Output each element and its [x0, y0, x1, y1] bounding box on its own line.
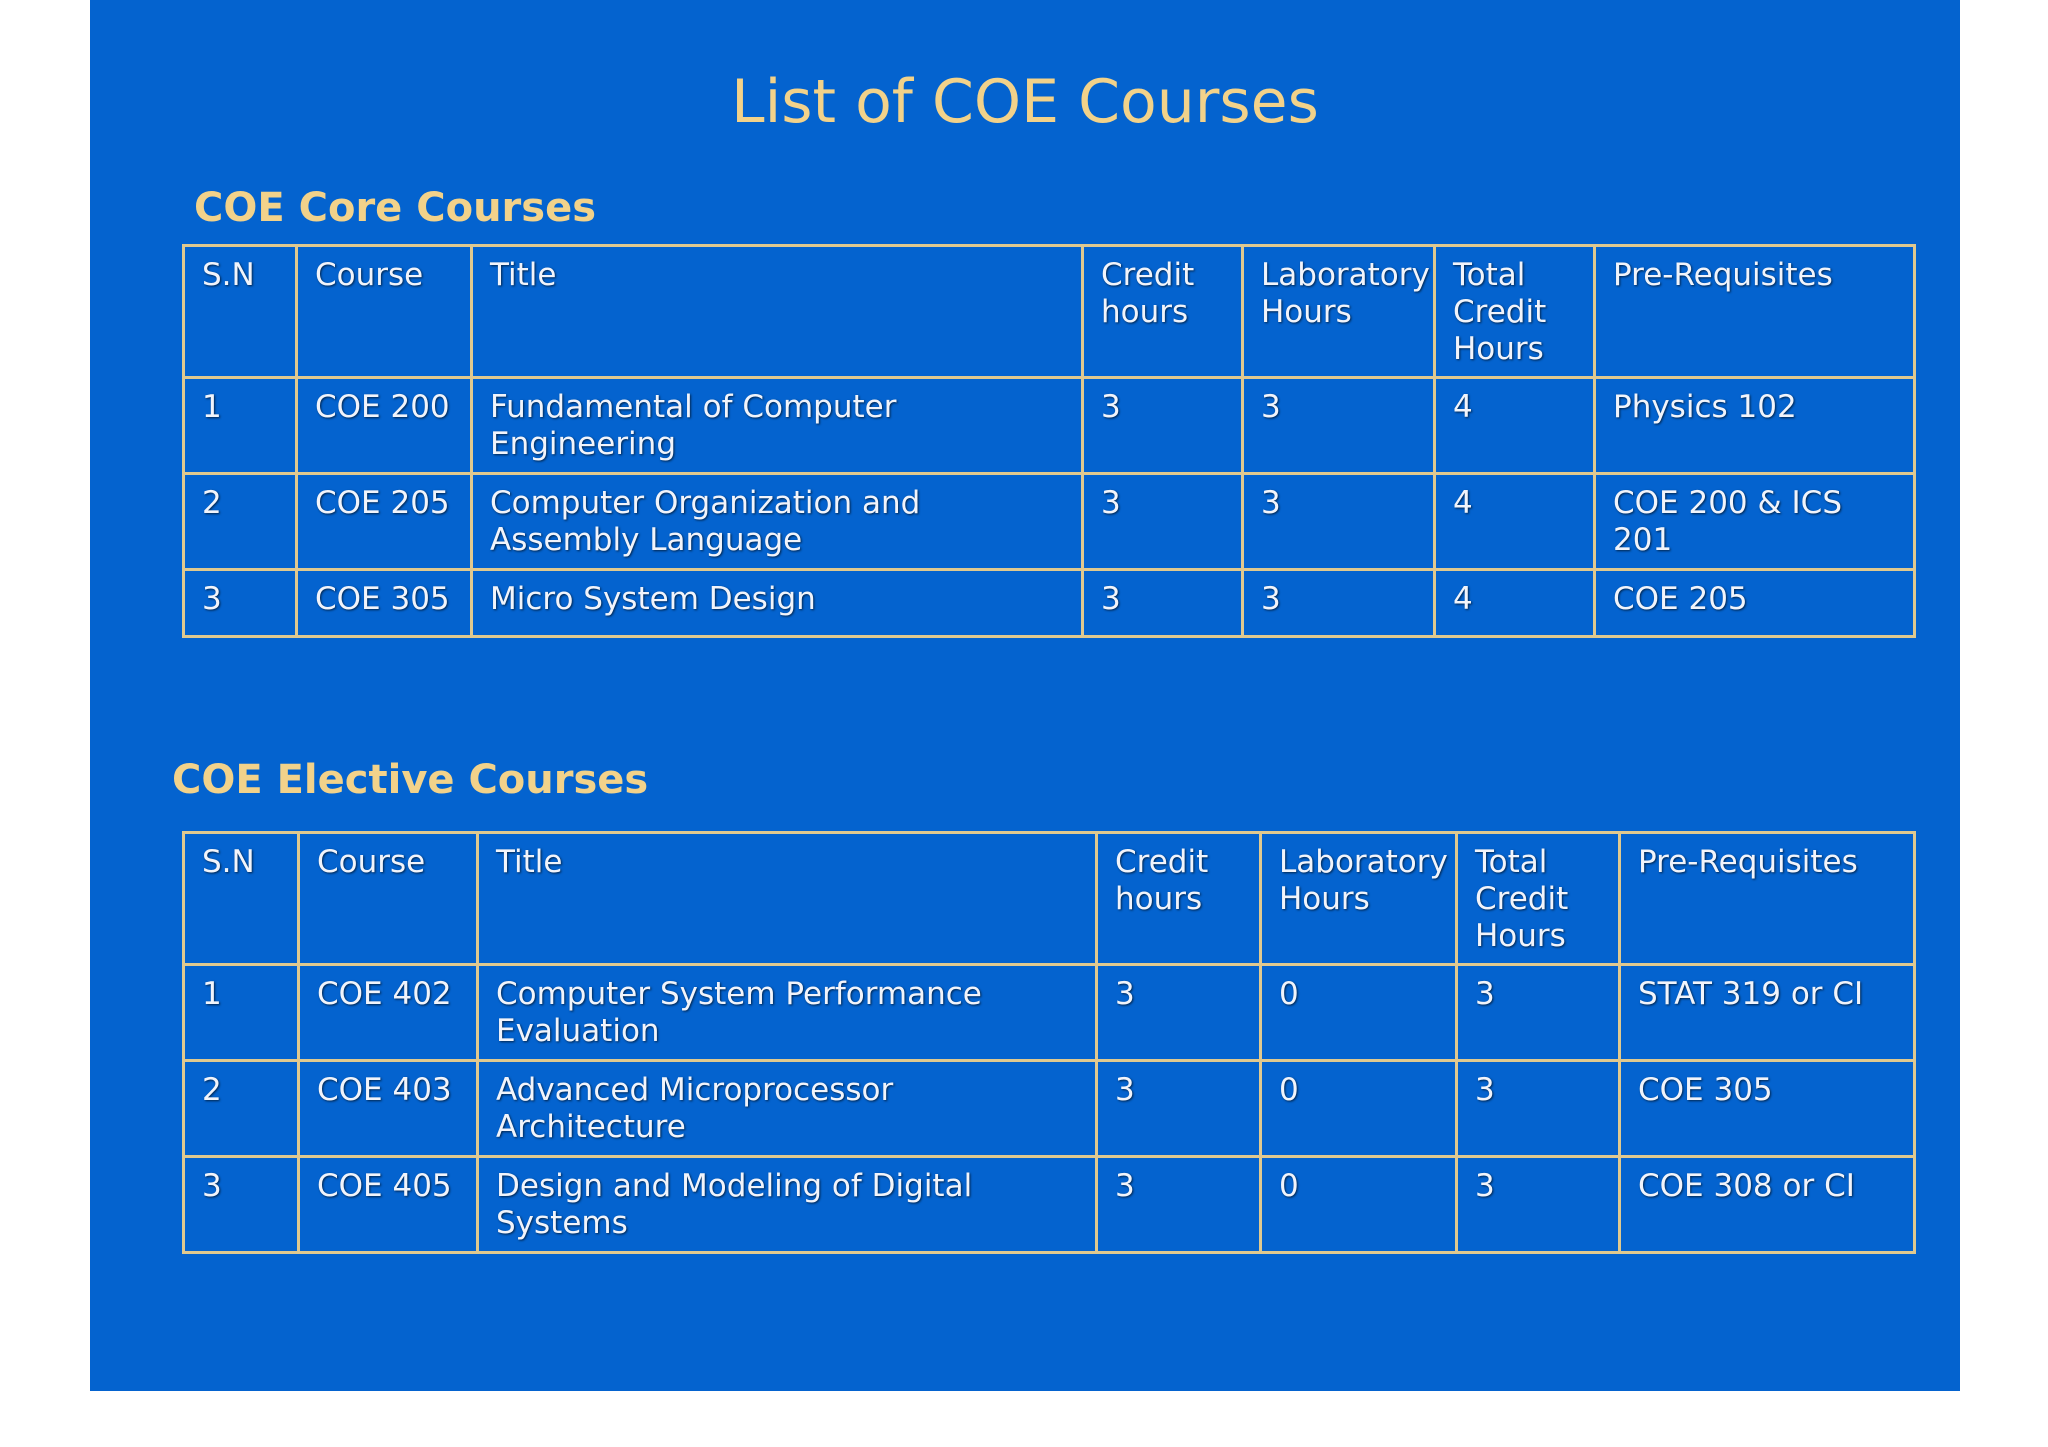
- cell-course: COE 405: [299, 1157, 478, 1253]
- cell-credit-hours: 3: [1097, 1157, 1261, 1253]
- col-header-course: Course: [299, 833, 478, 965]
- cell-prerequisites: COE 200 & ICS 201: [1595, 474, 1915, 570]
- cell-prerequisites: STAT 319 or CI: [1620, 965, 1915, 1061]
- col-header-sn: S.N: [184, 246, 297, 378]
- table-row: [184, 378, 1915, 474]
- cell-credit-hours: 3: [1097, 1061, 1261, 1157]
- cell-total-credit-hours: 3: [1457, 1061, 1620, 1157]
- cell-credit-hours: 3: [1083, 570, 1243, 637]
- cell-total-credit-hours: 3: [1457, 1157, 1620, 1253]
- col-header-prerequisites: Pre-Requisites: [1620, 833, 1915, 965]
- cell-credit-hours: 3: [1083, 378, 1243, 474]
- cell-sn: 2: [184, 474, 297, 570]
- col-header-credit-hours: Credit hours: [1083, 246, 1243, 378]
- cell-total-credit-hours: 3: [1457, 965, 1620, 1061]
- table-row: [184, 570, 1915, 637]
- cell-lab-hours: 0: [1261, 1157, 1457, 1253]
- table-row: [184, 474, 1915, 570]
- col-header-sn: S.N: [184, 833, 299, 965]
- col-header-course: Course: [297, 246, 472, 378]
- cell-prerequisites: Physics 102: [1595, 378, 1915, 474]
- cell-sn: 2: [184, 1061, 299, 1157]
- cell-lab-hours: 3: [1243, 378, 1435, 474]
- cell-title: Micro System Design: [472, 570, 1083, 637]
- col-header-title: Title: [472, 246, 1083, 378]
- elective-courses-heading: COE Elective Courses: [172, 757, 649, 803]
- cell-total-credit-hours: 4: [1435, 378, 1595, 474]
- cell-prerequisites: COE 308 or CI: [1620, 1157, 1915, 1253]
- table-header-row: [184, 833, 1915, 965]
- cell-prerequisites: COE 205: [1595, 570, 1915, 637]
- cell-sn: 1: [184, 378, 297, 474]
- table-row: [184, 965, 1915, 1061]
- cell-sn: 3: [184, 570, 297, 637]
- core-courses-table: [182, 244, 1916, 638]
- cell-lab-hours: 0: [1261, 965, 1457, 1061]
- cell-sn: 1: [184, 965, 299, 1061]
- cell-course: COE 200: [297, 378, 472, 474]
- table-row: [184, 1157, 1915, 1253]
- cell-prerequisites: COE 305: [1620, 1061, 1915, 1157]
- elective-courses-table: [182, 831, 1916, 1254]
- cell-course: COE 403: [299, 1061, 478, 1157]
- cell-lab-hours: 3: [1243, 570, 1435, 637]
- core-courses-heading: COE Core Courses: [194, 185, 597, 231]
- col-header-total-credit-hours: Total Credit Hours: [1435, 246, 1595, 378]
- cell-credit-hours: 3: [1097, 965, 1261, 1061]
- cell-title: Advanced Microprocessor Architecture: [478, 1061, 1097, 1157]
- cell-title: Fundamental of Computer Engineering: [472, 378, 1083, 474]
- slide: [90, 0, 1960, 1391]
- table-row: [184, 1061, 1915, 1157]
- cell-lab-hours: 0: [1261, 1061, 1457, 1157]
- table-header-row: [184, 246, 1915, 378]
- cell-course: COE 205: [297, 474, 472, 570]
- col-header-prerequisites: Pre-Requisites: [1595, 246, 1915, 378]
- col-header-title: Title: [478, 833, 1097, 965]
- cell-lab-hours: 3: [1243, 474, 1435, 570]
- col-header-lab-hours: Laboratory Hours: [1243, 246, 1435, 378]
- cell-credit-hours: 3: [1083, 474, 1243, 570]
- page-title: List of COE Courses: [731, 67, 1319, 137]
- col-header-lab-hours: Laboratory Hours: [1261, 833, 1457, 965]
- col-header-credit-hours: Credit hours: [1097, 833, 1261, 965]
- col-header-total-credit-hours: Total Credit Hours: [1457, 833, 1620, 965]
- cell-total-credit-hours: 4: [1435, 570, 1595, 637]
- cell-sn: 3: [184, 1157, 299, 1253]
- cell-course: COE 305: [297, 570, 472, 637]
- cell-total-credit-hours: 4: [1435, 474, 1595, 570]
- cell-title: Computer Organization and Assembly Language: [472, 474, 1083, 570]
- cell-title: Design and Modeling of Digital Systems: [478, 1157, 1097, 1253]
- cell-course: COE 402: [299, 965, 478, 1061]
- cell-title: Computer System Performance Evaluation: [478, 965, 1097, 1061]
